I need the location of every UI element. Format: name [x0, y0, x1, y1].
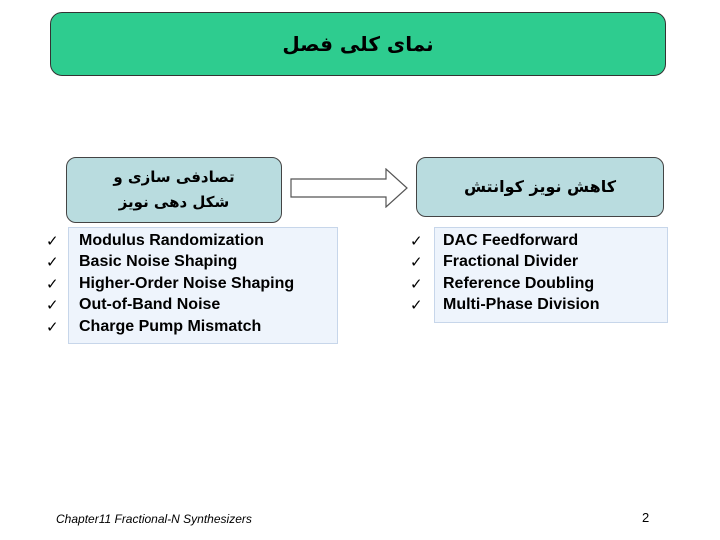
list-item-label: Out-of-Band Noise: [79, 296, 221, 314]
list-item: [410, 230, 599, 252]
list-item: [410, 273, 599, 295]
list-item: [46, 252, 294, 274]
check-icon: ✓: [410, 253, 423, 272]
left-topic-line2: شکل دهی نویز: [118, 193, 230, 211]
list-item-label: Basic Noise Shaping: [79, 253, 238, 271]
list-item: [46, 316, 294, 338]
check-icon: ✓: [410, 274, 423, 293]
list-item-label: Modulus Randomization: [79, 231, 264, 249]
list-item: [46, 273, 294, 295]
check-icon: ✓: [410, 231, 423, 250]
left-topic-list: [46, 230, 294, 338]
right-arrow-icon: [290, 168, 408, 208]
check-icon: ✓: [46, 296, 59, 315]
list-item-label: Multi-Phase Division: [443, 296, 600, 314]
right-topic-label: کاهش نویز کوانتش: [463, 177, 617, 197]
slide-title: نمای کلی فصل: [282, 32, 434, 56]
footer-chapter: Chapter11 Fractional-N Synthesizers: [56, 512, 252, 526]
list-item: [410, 252, 599, 274]
list-item-label: Fractional Divider: [443, 253, 579, 271]
list-item-label: DAC Feedforward: [443, 231, 579, 249]
check-icon: ✓: [46, 274, 59, 293]
page-number: 2: [642, 510, 650, 525]
title-banner: [50, 12, 666, 76]
list-item-label: Reference Doubling: [443, 274, 595, 292]
check-icon: ✓: [46, 253, 59, 272]
check-icon: ✓: [410, 296, 423, 315]
list-item-label: Charge Pump Mismatch: [79, 317, 262, 335]
list-item: [410, 295, 599, 317]
check-icon: ✓: [46, 317, 59, 336]
list-item: [46, 230, 294, 252]
check-icon: ✓: [46, 231, 59, 250]
left-topic-line1: تصادفی سازی و: [113, 167, 235, 186]
list-item-label: Higher-Order Noise Shaping: [79, 274, 295, 292]
right-topic-box: [416, 157, 664, 217]
list-item: [46, 295, 294, 317]
right-topic-list: [410, 230, 599, 316]
left-topic-box: [66, 157, 282, 223]
